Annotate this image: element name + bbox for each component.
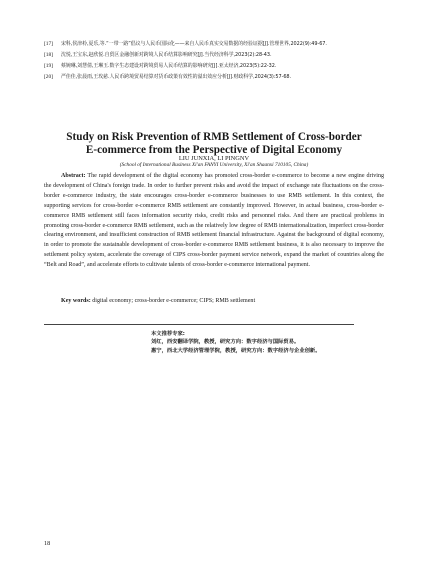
section-divider bbox=[44, 324, 354, 325]
keywords-label: Key words: bbox=[61, 298, 91, 304]
reference-number: [19] bbox=[44, 62, 53, 69]
article-authors: LIU JUNXIA, LI PINGNV bbox=[178, 155, 250, 162]
reference-item bbox=[44, 73, 392, 82]
reference-text: 宋科,侯津柃,夏乐,等.“一带一路”倡议与人民币国际化——来自人民币真实交易数据的经验证据[J].管理世界,2022(9):49-67. bbox=[61, 41, 327, 47]
reference-text: 严佳佳,张晨雨,王玫慈.人民币跨境贸易结算对货币政策有效性的溢出效应分析[J].财政科学,2024(3):57-68. bbox=[61, 73, 292, 80]
article-title-line2: E-commerce from the Perspective of Digital Economy bbox=[85, 143, 343, 156]
reference-list bbox=[44, 40, 392, 84]
keywords bbox=[44, 297, 384, 307]
article-title bbox=[50, 131, 378, 156]
article-affiliation: (School of International Business Xi'an FANYI University, Xi'an Shaanxi 710105, China) bbox=[119, 162, 309, 168]
reference-text: 沈悦,王宝东,赵欣悦.自贸区金融创新对跨境人民币结算影响研究[J].当代经济科学,2023(2):28-43. bbox=[61, 51, 272, 58]
reference-number: [20] bbox=[44, 73, 53, 80]
recommending-experts bbox=[151, 330, 391, 355]
reference-number: [18] bbox=[44, 51, 53, 58]
article-title-line1: Study on Risk Prevention of RMB Settlement of Cross-border bbox=[66, 131, 362, 143]
reference-item bbox=[44, 62, 392, 71]
recommending-expert-1: 刘红，西安翻译学院，教授，研究方向：数字经济与国际贸易。 bbox=[151, 339, 300, 346]
recommending-experts-heading: 本文推荐专家: bbox=[151, 331, 185, 337]
page-number: 18 bbox=[44, 540, 51, 547]
reference-text: 蔡婉琳,刘慧倩,王琳玉.数字生态建设对跨境贸易人民币结算的影响研究[J].亚太经济,2023(5):22-32. bbox=[61, 62, 277, 69]
abstract-text: The rapid development of the digital economy has promoted cross-border e-commerce to become a new engine driving the development of China's foreign trade. In order to further prevent risks and avoid the impact of exchange rate fluctuations on the cross-border e-commerce industry, the state encourages cross-border e-commerce businesses to use RMB settlement. In this context, the supporting services for cross-border e-commerce RMB settlement are constantly improved. However, in actual business, cross-border e-commerce RMB settlement still faces information security risks, credit risks and personnel risks. And there are practical problems in promoting cross-border e-commerce RMB settlement, such as the relatively low degree of RMB internationalization, imperfect cross-border clearing environment, and insufficient construction of RMB settlement financial infrastructure. Against the background of digital economy, in order to promote the sustainable development of cross-border e-commerce RMB settlement business, it is also necessary to improve the settlement policy system, accelerate the coverage of CIPS cross-border payment service network, expand the market of countries along the “Belt and Road”, and accelerate efforts to cultivate talents of cross-border e-commerce international payment. bbox=[44, 173, 384, 269]
keywords-text: digital economy; cross-border e-commerce; CIPS; RMB settlement bbox=[90, 298, 256, 304]
recommending-expert-2: 惠宁，西北大学经济管理学院，教授，研究方向：数字经济与企业创新。 bbox=[151, 347, 321, 354]
reference-item bbox=[44, 40, 392, 49]
abstract-label: Abstract: bbox=[61, 173, 86, 179]
reference-item bbox=[44, 51, 392, 60]
reference-number: [17] bbox=[44, 41, 53, 47]
abstract bbox=[44, 172, 384, 271]
